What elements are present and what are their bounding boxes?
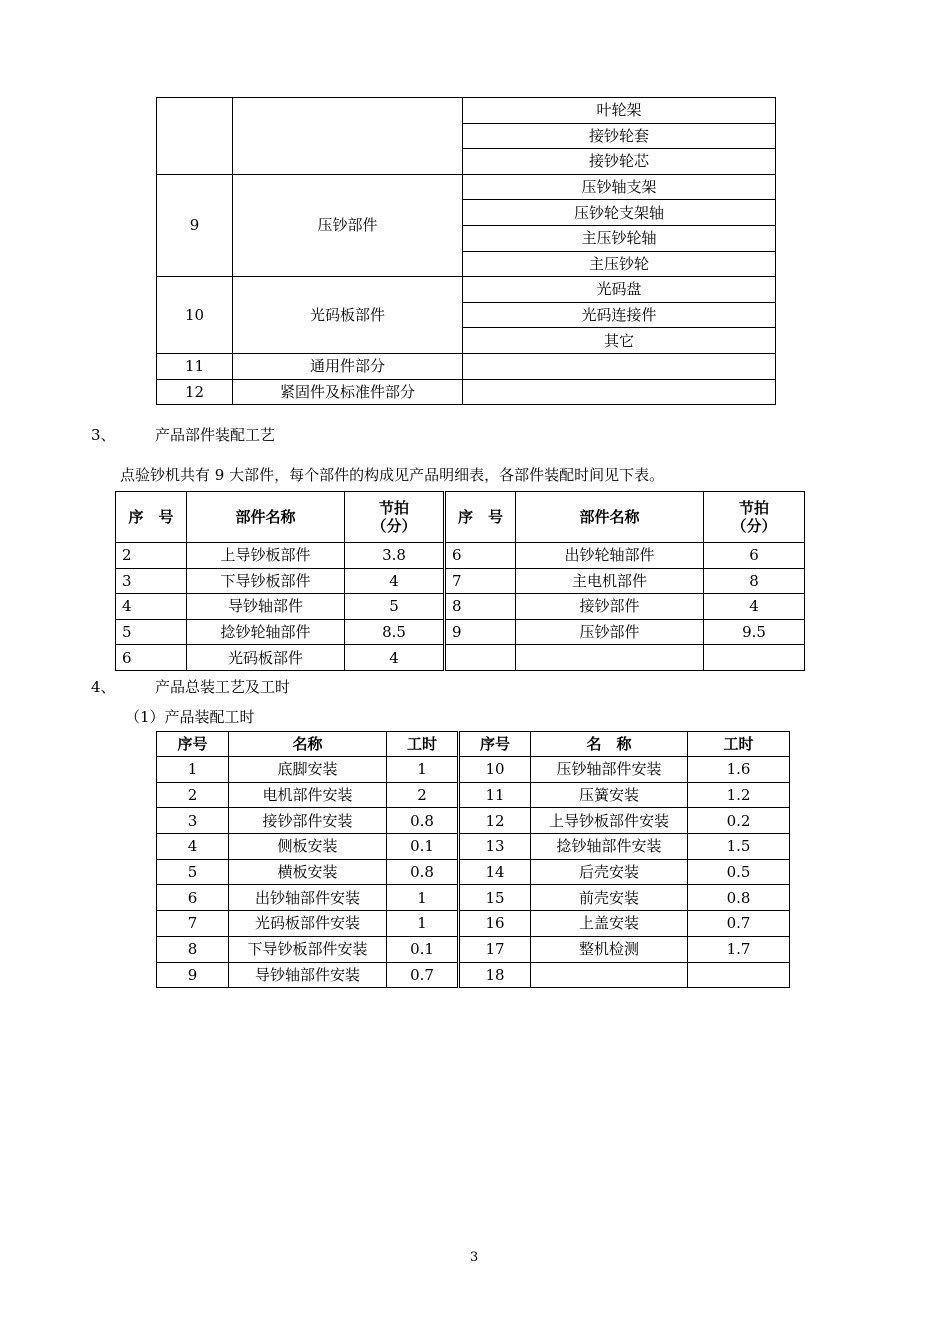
assembly-beat — [704, 645, 805, 671]
hours-no: 10 — [459, 757, 531, 783]
section3-intro: 点验钞机共有 9 大部件，每个部件的构成见产品明细表，各部件装配时间见下表。 — [120, 466, 665, 484]
hours-header-hours: 工时 — [387, 732, 459, 757]
hours-step-name: 光码板部件安装 — [229, 911, 387, 937]
hours-no: 5 — [157, 859, 229, 885]
part-no: 10 — [157, 277, 233, 354]
part-no: 11 — [157, 353, 233, 379]
header-no-2: 序 号 — [445, 492, 516, 543]
hours-header-no: 序号 — [157, 732, 229, 757]
hours-value: 2 — [387, 782, 459, 808]
hours-no: 1 — [157, 757, 229, 783]
part-name: 光码板部件 — [233, 277, 463, 354]
assembly-no: 7 — [445, 568, 516, 594]
part-item: 叶轮架 — [463, 98, 776, 124]
assembly-no: 5 — [116, 619, 187, 645]
header-name: 部件名称 — [187, 492, 345, 543]
assembly-table-body — [116, 492, 805, 671]
assembly-beat: 4 — [345, 645, 445, 671]
assembly-no: 8 — [445, 594, 516, 620]
part-item — [463, 379, 776, 405]
assembly-beat: 9.5 — [704, 619, 805, 645]
part-item — [463, 353, 776, 379]
assembly-part-name — [516, 645, 704, 671]
hours-row — [157, 782, 790, 808]
hours-row — [157, 808, 790, 834]
hours-no: 13 — [459, 834, 531, 860]
part-name: 紧固件及标准件部分 — [233, 379, 463, 405]
assembly-no: 6 — [445, 543, 516, 569]
hours-value: 1.2 — [688, 782, 790, 808]
assembly-no: 9 — [445, 619, 516, 645]
hours-no: 11 — [459, 782, 531, 808]
hours-step-name: 整机检测 — [531, 936, 688, 962]
hours-value: 1 — [387, 885, 459, 911]
part-item: 光码盘 — [463, 277, 776, 303]
hours-header-no-2: 序号 — [459, 732, 531, 757]
hours-value: 1.5 — [688, 834, 790, 860]
hours-value: 1 — [387, 911, 459, 937]
assembly-no: 6 — [116, 645, 187, 671]
hours-step-name: 压簧安装 — [531, 782, 688, 808]
hours-value: 0.7 — [688, 911, 790, 937]
header-beat-2-line2: （分） — [731, 517, 777, 535]
hours-value: 1.6 — [688, 757, 790, 783]
hours-row — [157, 859, 790, 885]
assembly-no: 4 — [116, 594, 187, 620]
hours-no: 7 — [157, 911, 229, 937]
hours-no: 9 — [157, 962, 229, 988]
assembly-part-name: 导钞轴部件 — [187, 594, 345, 620]
assembly-header-row — [116, 492, 805, 543]
hours-value: 0.5 — [688, 859, 790, 885]
hours-no: 17 — [459, 936, 531, 962]
section3-number: 3、 — [91, 426, 116, 444]
assembly-part-name: 下导钞板部件 — [187, 568, 345, 594]
hours-step-name: 后壳安装 — [531, 859, 688, 885]
hours-header-hours-2: 工时 — [688, 732, 790, 757]
hours-header-name: 名称 — [229, 732, 387, 757]
hours-step-name: 横板安装 — [229, 859, 387, 885]
part-item: 接钞轮套 — [463, 123, 776, 149]
hours-table — [156, 731, 790, 988]
hours-no: 18 — [459, 962, 531, 988]
assembly-no — [445, 645, 516, 671]
hours-no: 12 — [459, 808, 531, 834]
parts-row — [157, 174, 776, 200]
assembly-beat: 8 — [704, 568, 805, 594]
hours-step-name — [531, 962, 688, 988]
part-item: 主压钞轮轴 — [463, 225, 776, 251]
hours-step-name: 导钞轴部件安装 — [229, 962, 387, 988]
section4-number: 4、 — [91, 678, 116, 696]
hours-no: 8 — [157, 936, 229, 962]
hours-value: 0.8 — [387, 859, 459, 885]
parts-row — [157, 353, 776, 379]
hours-value: 1.7 — [688, 936, 790, 962]
assembly-part-name: 光码板部件 — [187, 645, 345, 671]
header-beat — [345, 492, 445, 543]
hours-no: 16 — [459, 911, 531, 937]
assembly-beat: 4 — [345, 568, 445, 594]
assembly-row — [116, 568, 805, 594]
part-item: 光码连接件 — [463, 302, 776, 328]
hours-step-name: 上导钞板部件安装 — [531, 808, 688, 834]
header-beat-line1: 节拍 — [378, 499, 409, 517]
assembly-part-name: 出钞轮轴部件 — [516, 543, 704, 569]
assembly-part-name: 上导钞板部件 — [187, 543, 345, 569]
hours-step-name: 侧板安装 — [229, 834, 387, 860]
hours-row — [157, 936, 790, 962]
hours-header-row — [157, 732, 790, 757]
header-no: 序 号 — [116, 492, 187, 543]
assembly-beat: 5 — [345, 594, 445, 620]
part-item: 其它 — [463, 328, 776, 354]
hours-no: 3 — [157, 808, 229, 834]
assembly-part-name: 主电机部件 — [516, 568, 704, 594]
header-beat-line2: （分） — [371, 517, 417, 535]
hours-value — [688, 962, 790, 988]
hours-value: 1 — [387, 757, 459, 783]
hours-step-name: 前壳安装 — [531, 885, 688, 911]
hours-step-name: 上盖安装 — [531, 911, 688, 937]
parts-table — [156, 97, 776, 405]
parts-row — [157, 98, 776, 124]
hours-row — [157, 834, 790, 860]
part-no — [157, 98, 233, 175]
assembly-row — [116, 543, 805, 569]
parts-row — [157, 379, 776, 405]
header-beat-2 — [704, 492, 805, 543]
hours-row — [157, 757, 790, 783]
hours-value: 0.1 — [387, 834, 459, 860]
part-name: 通用件部分 — [233, 353, 463, 379]
assembly-beat: 3.8 — [345, 543, 445, 569]
hours-value: 0.8 — [387, 808, 459, 834]
section3-title: 产品部件装配工艺 — [155, 426, 276, 444]
hours-value: 0.8 — [688, 885, 790, 911]
hours-no: 2 — [157, 782, 229, 808]
hours-value: 0.2 — [688, 808, 790, 834]
part-item: 压钞轮支架轴 — [463, 200, 776, 226]
hours-value: 0.1 — [387, 936, 459, 962]
hours-value: 0.7 — [387, 962, 459, 988]
assembly-table — [115, 491, 805, 671]
part-no: 12 — [157, 379, 233, 405]
hours-step-name: 压钞轴部件安装 — [531, 757, 688, 783]
assembly-part-name: 接钞部件 — [516, 594, 704, 620]
part-item: 接钞轮芯 — [463, 149, 776, 175]
section4-title: 产品总装工艺及工时 — [155, 678, 291, 696]
assembly-part-name: 捻钞轮轴部件 — [187, 619, 345, 645]
assembly-part-name: 压钞部件 — [516, 619, 704, 645]
hours-step-name: 底脚安装 — [229, 757, 387, 783]
assembly-beat: 4 — [704, 594, 805, 620]
assembly-row — [116, 645, 805, 671]
hours-row — [157, 911, 790, 937]
header-name-2: 部件名称 — [516, 492, 704, 543]
hours-no: 15 — [459, 885, 531, 911]
assembly-beat: 6 — [704, 543, 805, 569]
part-no: 9 — [157, 174, 233, 276]
parts-table-body — [157, 98, 776, 405]
header-beat-2-line1: 节拍 — [738, 499, 769, 517]
part-name — [233, 98, 463, 175]
hours-row — [157, 962, 790, 988]
part-item: 压钞轴支架 — [463, 174, 776, 200]
assembly-beat: 8.5 — [345, 619, 445, 645]
hours-no: 6 — [157, 885, 229, 911]
part-item: 主压钞轮 — [463, 251, 776, 277]
assembly-row — [116, 594, 805, 620]
hours-step-name: 下导钞板部件安装 — [229, 936, 387, 962]
page-number: 3 — [470, 1250, 479, 1265]
section4-subtitle: （1）产品装配工时 — [125, 708, 255, 726]
hours-row — [157, 885, 790, 911]
assembly-row — [116, 619, 805, 645]
hours-header-name-2: 名 称 — [531, 732, 688, 757]
assembly-no: 2 — [116, 543, 187, 569]
hours-no: 4 — [157, 834, 229, 860]
hours-step-name: 出钞轴部件安装 — [229, 885, 387, 911]
hours-step-name: 电机部件安装 — [229, 782, 387, 808]
parts-row — [157, 277, 776, 303]
part-name: 压钞部件 — [233, 174, 463, 276]
hours-table-body — [157, 732, 790, 988]
hours-step-name: 捻钞轴部件安装 — [531, 834, 688, 860]
assembly-no: 3 — [116, 568, 187, 594]
hours-step-name: 接钞部件安装 — [229, 808, 387, 834]
hours-no: 14 — [459, 859, 531, 885]
